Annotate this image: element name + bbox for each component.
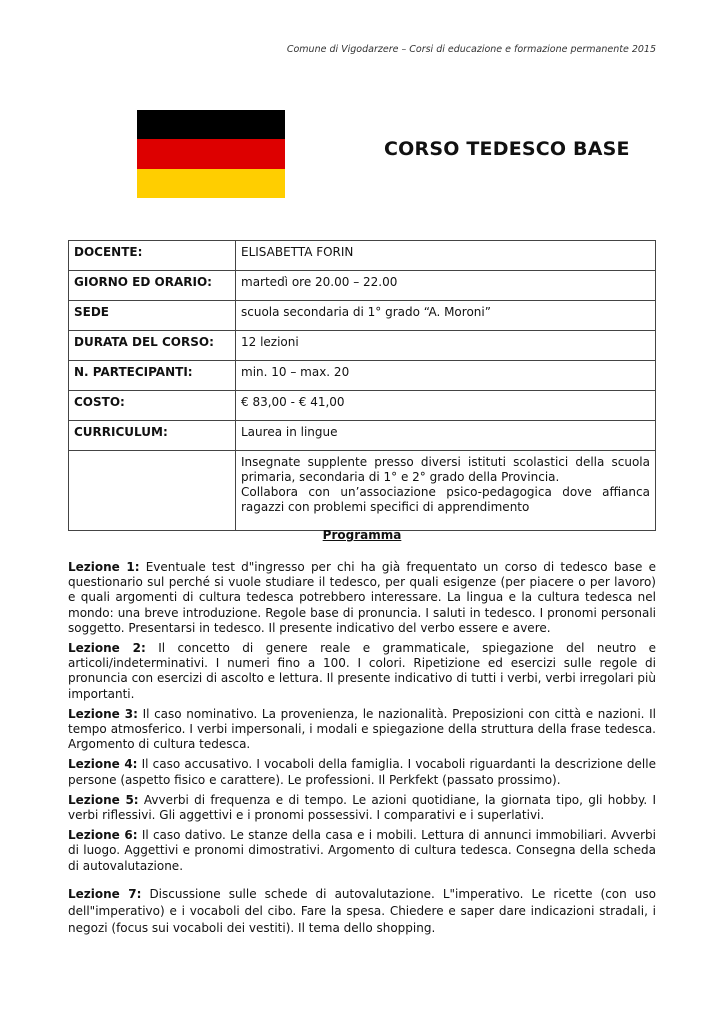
row-value: Laurea in lingue <box>236 421 656 451</box>
row-value: ELISABETTA FORIN <box>236 241 656 271</box>
curriculum-details <box>236 451 656 531</box>
row-label: CURRICULUM: <box>69 421 236 451</box>
table-row <box>69 301 656 331</box>
lesson-item <box>68 886 656 937</box>
row-label: COSTO: <box>69 391 236 421</box>
lesson-item <box>68 641 656 702</box>
lesson-text: Il caso accusativo. I vocaboli della famiglia. I vocaboli riguardanti la descrizione delle persone (aspetto fisico e carattere). Le professioni. Il Perkfekt (passato prossimo). <box>68 757 656 787</box>
lesson-text: Il caso nominativo. La provenienza, le nazionalità. Preposizioni con città e nazioni. Il tempo atmosferico. I verbi impersonali, i modali e spiegazione della struttura della frase tedesca. Argomento di cultura tedesca. <box>68 706 656 752</box>
row-value: € 83,00 - € 41,00 <box>236 391 656 421</box>
row-value: min. 10 – max. 20 <box>236 361 656 391</box>
lesson-label: Lezione 3: <box>68 706 138 721</box>
lesson-label: Lezione 2: <box>68 641 146 656</box>
lesson-item <box>68 828 656 874</box>
lesson-label: Lezione 7: <box>68 886 142 901</box>
table-row <box>69 361 656 391</box>
row-label: N. PARTECIPANTI: <box>69 361 236 391</box>
row-label-empty <box>69 451 236 531</box>
row-label: DURATA DEL CORSO: <box>69 331 236 361</box>
curriculum-line: Collabora con un’associazione psico-pedagogica dove affianca ragazzi con problemi specifici di apprendimento <box>241 485 650 514</box>
table-row <box>69 391 656 421</box>
german-flag-icon <box>137 110 285 198</box>
row-label: GIORNO ED ORARIO: <box>69 271 236 301</box>
row-value: scuola secondaria di 1° grado “A. Moroni” <box>236 301 656 331</box>
lesson-text: Discussione sulle schede di autovalutazione. L"imperativo. Le ricette (con uso dell"imperativo) e i vocaboli del cibo. Fare la spesa. Chiedere e saper dare indicazioni stradali, i negozi (focus sui vocaboli dei vestiti). Il tema dello shopping. <box>68 886 657 935</box>
table-row <box>69 421 656 451</box>
row-value: 12 lezioni <box>236 331 656 361</box>
lesson-item <box>68 793 656 823</box>
table-row <box>69 331 656 361</box>
flag-stripe-black <box>137 110 285 139</box>
lesson-item <box>68 707 656 753</box>
lesson-text: Avverbi di frequenza e di tempo. Le azioni quotidiane, la giornata tipo, gli hobby. I verbi riflessivi. Gli aggettivi e i pronomi possessivi. I comparativi e i superlativi. <box>68 792 656 823</box>
table-row <box>69 451 656 531</box>
lesson-text: Il concetto di genere reale e grammaticale, spiegazione del neutro e articoli/indeterminativi. I numeri fino a 100. I colori. Ripetizione ed esercizi sulle regole di pronuncia con esercizi di ascolto e lettura. Il presente indicativo di tutti i verbi, verbi irregolari più importanti. <box>68 641 656 701</box>
lesson-label: Lezione 6: <box>68 828 138 843</box>
lesson-item <box>68 560 656 636</box>
lesson-text: Eventuale test d"ingresso per chi ha già frequentato un corso di tedesco base e questionario sul perché si vuole studiare il tedesco, per quali esigenze (per piacere o per lavoro) e quali argomenti di cultura tedesca potrebbero interessare. La lingua e la cultura tedesca nel mondo: una breve introduzione. Regole base di pronuncia. I saluti in tedesco. I pronomi personali soggetto. Presentarsi in tedesco. Il presente indicativo del verbo essere e avere. <box>68 560 656 635</box>
table-row <box>69 271 656 301</box>
programma-heading: Programma <box>322 528 402 542</box>
page-header: Comune di Vigodarzere – Corsi di educazione e formazione permanente 2015 <box>286 44 656 55</box>
lesson-item <box>68 757 656 787</box>
curriculum-line: Insegnate supplente presso diversi istituti scolastici della scuola primaria, secondaria di 1° e 2° grado della Provincia. <box>241 455 650 484</box>
lesson-label: Lezione 1: <box>68 560 140 574</box>
lesson-text: Il caso dativo. Le stanze della casa e i mobili. Lettura di annunci immobiliari. Avverbi di luogo. Aggettivi e pronomi dimostrativi. Argomento di cultura tedesca. Consegna della scheda di autovalutazione. <box>68 828 656 873</box>
lesson-label: Lezione 5: <box>68 792 139 807</box>
course-info-table <box>68 240 656 531</box>
lesson-label: Lezione 4: <box>68 757 138 772</box>
flag-stripe-gold <box>137 169 285 198</box>
course-title: CORSO TEDESCO BASE <box>384 138 630 160</box>
row-value: martedì ore 20.00 – 22.00 <box>236 271 656 301</box>
table-row <box>69 241 656 271</box>
row-label: SEDE <box>69 301 236 331</box>
row-label: DOCENTE: <box>69 241 236 271</box>
flag-stripe-red <box>137 139 285 168</box>
lesson-list <box>68 560 656 942</box>
